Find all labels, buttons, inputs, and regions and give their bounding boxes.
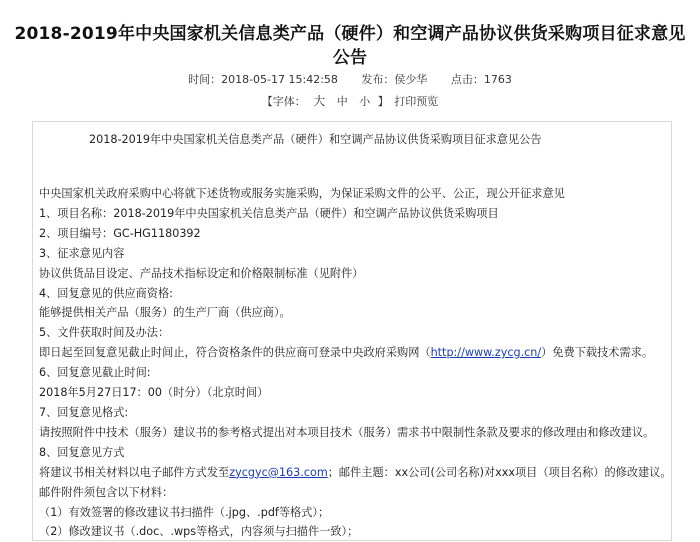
article-heading: 2018-2019年中央国家机关信息类产品（硬件）和空调产品协议供货采购项目征求意见公告 <box>89 133 542 146</box>
article-meta <box>0 72 700 88</box>
publisher <box>361 73 427 86</box>
click-count <box>451 73 512 86</box>
item-deadline-detail: 2018年5月27日17：00（时分）（北京时间） <box>39 386 269 400</box>
email-link[interactable]: zycgyc@163.com <box>229 465 328 479</box>
file-access-text-after: ）免费下载技术需求。 <box>541 346 654 360</box>
publish-time <box>188 73 338 86</box>
clicks-label: 点击： <box>450 73 484 86</box>
font-size-label: 【字体： <box>261 95 306 108</box>
item-project-number: 2、项目编号：GC-HG1180392 <box>39 226 201 240</box>
page-title: 2018-2019年中央国家机关信息类产品（硬件）和空调产品协议供货采购项目征求意见公告 <box>14 24 686 68</box>
item-file-access-detail <box>39 343 669 363</box>
item-supplier-qualification: 4、回复意见的供应商资格: <box>39 286 173 300</box>
item-reply-format: 7、回复意见格式: <box>39 405 129 419</box>
article-body <box>39 184 672 542</box>
article-content-box <box>32 121 672 541</box>
item-deadline: 6、回复意见截止时间: <box>39 366 151 380</box>
item-consultation-content: 3、征求意见内容 <box>39 246 125 260</box>
font-size-toolbar <box>0 93 700 110</box>
attachment-item-2: （2）修改建议书（.doc、.wps等格式，内容须与扫描件一致）； <box>39 525 359 539</box>
font-size-close: 】 <box>377 95 389 108</box>
item-reply-format-detail: 请按照附件中技术（服务）建议书的参考格式提出对本项目技术（服务）需求书中限制性条款及要求的修改理由和修改建议。 <box>39 425 655 439</box>
font-size-medium-button[interactable]: 中 <box>336 95 348 108</box>
file-access-text-before: 即日起至回复意见截止时间止，符合资格条件的供应商可登录中央政府采购网（ <box>39 346 431 360</box>
reply-method-text-before: 将建议书相关材料以电子邮件方式发至 <box>39 465 230 479</box>
item-consultation-detail: 协议供货品目设定、产品技术指标设定和价格限制标准（见附件） <box>39 266 364 280</box>
clicks-value: 1763 <box>483 73 512 86</box>
item-reply-method: 8、回复意见方式 <box>39 445 125 459</box>
font-size-large-button[interactable]: 大 <box>313 94 326 108</box>
publisher-label: 发布： <box>361 73 395 86</box>
time-label: 时间： <box>188 73 222 86</box>
font-size-small-button[interactable]: 小 <box>359 95 371 108</box>
zycg-website-link[interactable]: http://www.zycg.cn/ <box>430 346 542 360</box>
publisher-value: 侯少华 <box>394 73 428 86</box>
intro-paragraph: 中央国家机关政府采购中心将就下述货物或服务实施采购，为保证采购文件的公平、公正，现公开征求意见 <box>39 187 565 200</box>
attachment-item-1: （1）有效签署的修改建议书扫描件（.jpg、.pdf等格式）； <box>39 505 330 519</box>
time-value: 2018-05-17 15:42:58 <box>221 73 338 86</box>
reply-method-text-after: ；邮件主题：xx公司(公司名称)对xxx项目（项目名称）的修改建议。 <box>327 465 672 479</box>
item-reply-method-detail <box>39 463 672 483</box>
item-supplier-qualification-detail: 能够提供相关产品（服务）的生产厂商（供应商）。 <box>39 306 291 320</box>
attachment-note: 邮件附件须包含以下材料： <box>39 485 174 499</box>
item-file-access: 5、文件获取时间及办法： <box>39 326 170 340</box>
print-preview-button[interactable]: 打印预览 <box>394 95 439 108</box>
item-project-name: 1、项目名称：2018-2019年中央国家机关信息类产品（硬件）和空调产品协议供货采购项目 <box>39 206 499 220</box>
